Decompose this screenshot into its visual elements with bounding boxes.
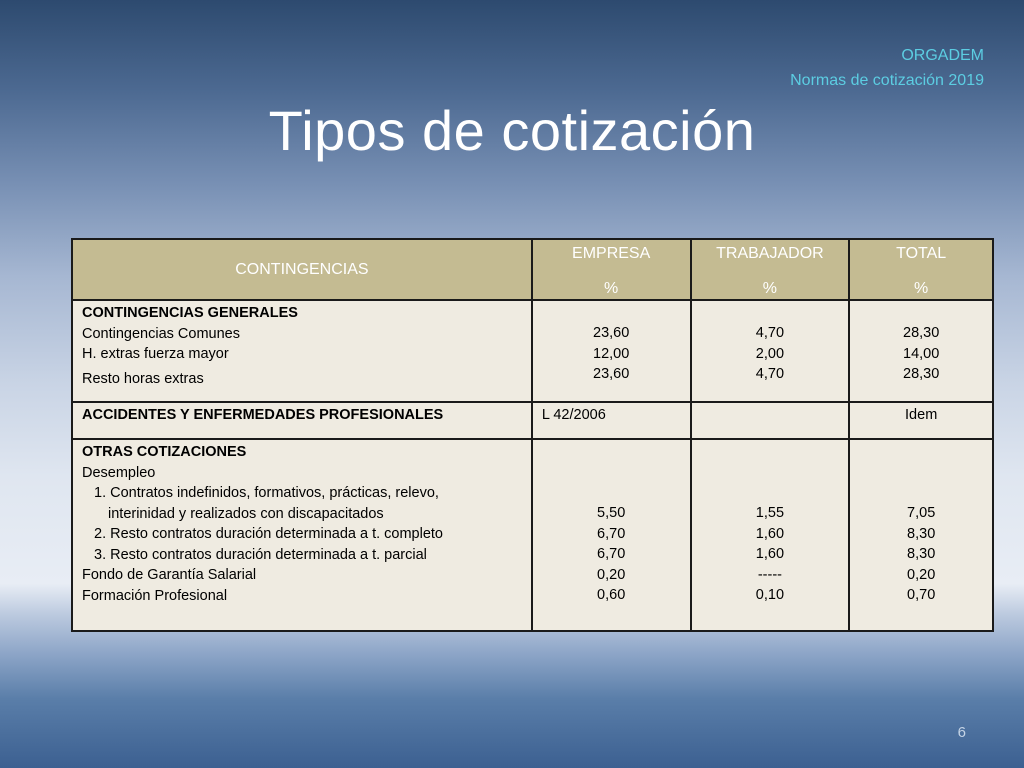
value-cell: 2,00 xyxy=(755,345,785,362)
value-cell: 23,60 xyxy=(593,366,630,382)
value-cell: 28,30 xyxy=(903,325,940,341)
header-empresa-label: EMPRESA xyxy=(572,245,651,262)
accidentes-total xyxy=(849,402,993,439)
otras-item: 3. Resto contratos duración determinada a t. parcial xyxy=(94,546,427,563)
value-cell: 8,30 xyxy=(907,546,936,562)
generales-empresa xyxy=(532,300,691,402)
otras-heading: OTRAS COTIZACIONES xyxy=(82,444,247,460)
accidentes-label xyxy=(72,402,532,439)
header-contingencias: CONTINGENCIAS xyxy=(72,239,532,300)
header-total xyxy=(849,239,993,300)
otras-item: Formación Profesional xyxy=(82,587,228,604)
generales-item: Contingencias Comunes xyxy=(82,325,240,342)
page-number: 6 xyxy=(957,724,966,741)
otras-empresa xyxy=(532,439,691,631)
generales-total xyxy=(849,300,993,402)
table-row xyxy=(72,439,993,631)
otras-total xyxy=(849,439,993,631)
otras-item: 2. Resto contratos duración determinada a t. completo xyxy=(94,526,443,542)
value-cell: 4,70 xyxy=(755,325,785,341)
otras-item: Desempleo xyxy=(82,464,156,481)
value-cell: 8,30 xyxy=(907,525,936,542)
value-cell: Idem xyxy=(905,407,938,423)
generales-labels xyxy=(72,300,532,402)
value-cell: 1,60 xyxy=(755,525,785,542)
accidentes-empresa xyxy=(532,402,691,439)
table-row xyxy=(72,402,993,439)
otras-item: 1. Contratos indefinidos, formativos, prácticas, relevo, xyxy=(94,485,439,501)
otras-trabajador xyxy=(691,439,850,631)
contributions-table xyxy=(71,238,994,632)
generales-heading: CONTINGENCIAS GENERALES xyxy=(82,305,298,321)
value-cell: 6,70 xyxy=(597,546,626,562)
header-total-label: TOTAL xyxy=(896,245,947,262)
value-cell: 1,55 xyxy=(755,505,785,521)
value-cell: 0,70 xyxy=(907,587,936,603)
header-empresa xyxy=(532,239,691,300)
value-cell: 0,10 xyxy=(755,587,785,603)
header-empresa-pct: % xyxy=(604,280,619,297)
header-total-pct: % xyxy=(914,280,929,297)
generales-trabajador xyxy=(691,300,850,402)
header-trabajador-label: TRABAJADOR xyxy=(716,245,824,262)
value-cell: 14,00 xyxy=(903,345,940,362)
table-header-row xyxy=(72,239,993,300)
value-cell: 0,20 xyxy=(907,566,936,583)
value-cell: 0,20 xyxy=(597,566,626,583)
value-cell: 28,30 xyxy=(903,366,940,382)
table-row xyxy=(72,300,993,402)
otras-labels xyxy=(72,439,532,631)
generales-item: Resto horas extras xyxy=(82,370,204,387)
page-title: Tipos de cotización xyxy=(268,99,756,162)
value-cell: 23,60 xyxy=(593,325,630,341)
generales-item: H. extras fuerza mayor xyxy=(82,346,229,362)
accidentes-heading: ACCIDENTES Y ENFERMEDADES PROFESIONALES xyxy=(82,407,444,423)
value-cell: 12,00 xyxy=(593,345,630,362)
org-subtitle: Normas de cotización 2019 xyxy=(790,72,984,89)
value-cell: 5,50 xyxy=(597,505,626,521)
value-cell: 0,60 xyxy=(597,587,626,603)
otras-item: Fondo de Garantía Salarial xyxy=(82,567,257,583)
otras-item: interinidad y realizados con discapacitados xyxy=(108,505,384,522)
header-trabajador-pct: % xyxy=(762,280,778,297)
header-org xyxy=(790,43,984,93)
value-cell: 4,70 xyxy=(755,366,785,382)
value-cell: L 42/2006 xyxy=(541,407,606,423)
value-cell: ----- xyxy=(757,566,782,583)
value-cell: 7,05 xyxy=(907,505,936,521)
value-cell: 1,60 xyxy=(755,546,785,562)
org-name: ORGADEM xyxy=(901,47,984,64)
accidentes-trabajador xyxy=(691,402,850,439)
value-cell: 6,70 xyxy=(597,525,626,542)
header-trabajador xyxy=(691,239,850,300)
